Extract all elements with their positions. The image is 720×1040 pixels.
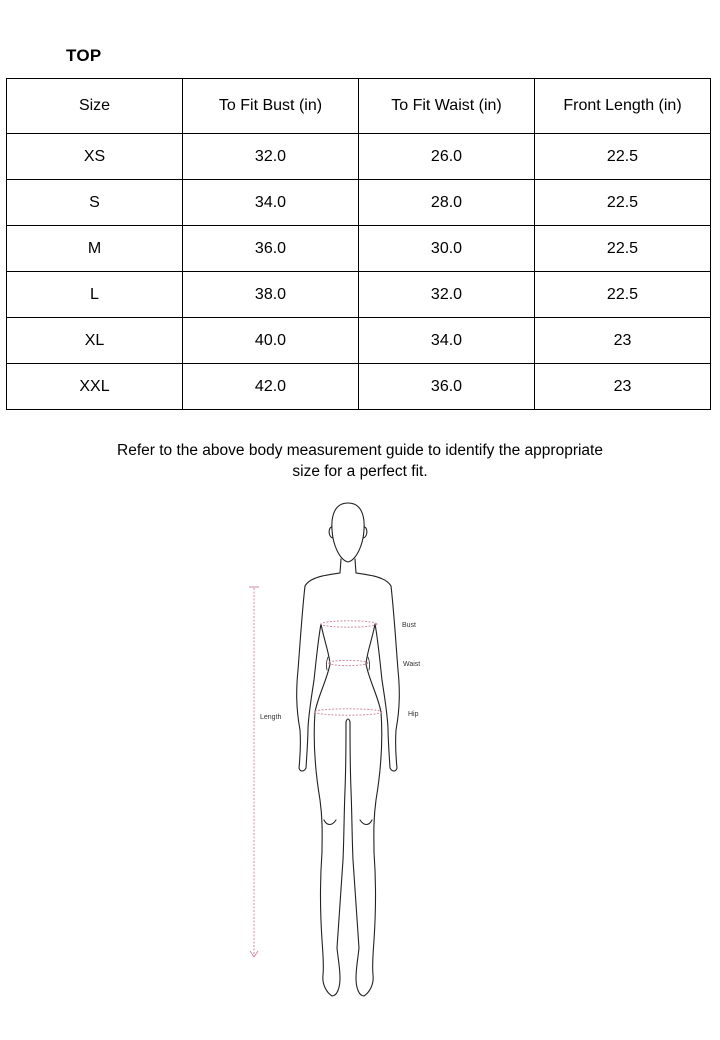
table-row: [7, 272, 711, 318]
guide-note-line-1: Refer to the above body measurement guide to identify the appropriate: [117, 442, 603, 459]
measurement-guide-note: [60, 440, 660, 482]
cell-bust: 34.0: [183, 180, 359, 226]
left-shoulder: [305, 573, 340, 586]
cell-waist: 30.0: [359, 226, 535, 272]
left-knee: [324, 820, 336, 825]
cell-size: XS: [7, 134, 183, 180]
cell-size: L: [7, 272, 183, 318]
cell-bust: 42.0: [183, 364, 359, 410]
guide-note-line-2: size for a perfect fit.: [292, 463, 428, 480]
neck-left: [340, 559, 341, 573]
hip-label: Hip: [408, 711, 419, 718]
cell-size: M: [7, 226, 183, 272]
header-size: Size: [7, 79, 183, 134]
right-leg: [350, 712, 382, 996]
left-leg: [314, 712, 346, 996]
cell-front-length: 22.5: [535, 272, 711, 318]
measurement-bands: [314, 621, 382, 715]
header-front-length: Front Length (in): [535, 79, 711, 134]
header-waist: To Fit Waist (in): [359, 79, 535, 134]
right-arm: [375, 586, 399, 771]
body-figure-svg: [0, 495, 720, 1010]
cell-bust: 32.0: [183, 134, 359, 180]
waist-label: Waist: [403, 661, 421, 668]
left-torso: [315, 624, 330, 712]
cell-waist: 26.0: [359, 134, 535, 180]
table-row: [7, 180, 711, 226]
cell-size: XL: [7, 318, 183, 364]
right-knee: [360, 820, 372, 825]
cell-size: S: [7, 180, 183, 226]
right-shoulder: [356, 573, 391, 586]
hip-band: [314, 709, 382, 715]
cell-waist: 34.0: [359, 318, 535, 364]
table-row: [7, 226, 711, 272]
size-chart-table: [6, 78, 711, 410]
head-outline: [332, 503, 364, 562]
section-title: TOP: [66, 46, 102, 65]
waist-band: [328, 660, 368, 665]
length-measure: [249, 587, 259, 957]
cell-front-length: 22.5: [535, 180, 711, 226]
cell-front-length: 23: [535, 318, 711, 364]
length-label: Length: [260, 714, 282, 721]
body-measurement-figure: [0, 495, 720, 1010]
neck-right: [355, 559, 356, 573]
cell-front-length: 22.5: [535, 226, 711, 272]
bust-band: [321, 621, 377, 627]
table-row: [7, 364, 711, 410]
cell-bust: 38.0: [183, 272, 359, 318]
body-outline: [297, 503, 400, 996]
cell-waist: 28.0: [359, 180, 535, 226]
crotch: [346, 719, 350, 722]
cell-waist: 36.0: [359, 364, 535, 410]
cell-front-length: 23: [535, 364, 711, 410]
cell-size: XXL: [7, 364, 183, 410]
bust-label: Bust: [402, 622, 417, 629]
cell-front-length: 22.5: [535, 134, 711, 180]
right-torso: [366, 624, 381, 712]
table-header-row: [7, 79, 711, 134]
header-bust: To Fit Bust (in): [183, 79, 359, 134]
table-row: [7, 134, 711, 180]
left-arm: [297, 586, 321, 771]
cell-bust: 36.0: [183, 226, 359, 272]
cell-waist: 32.0: [359, 272, 535, 318]
table-row: [7, 318, 711, 364]
cell-bust: 40.0: [183, 318, 359, 364]
